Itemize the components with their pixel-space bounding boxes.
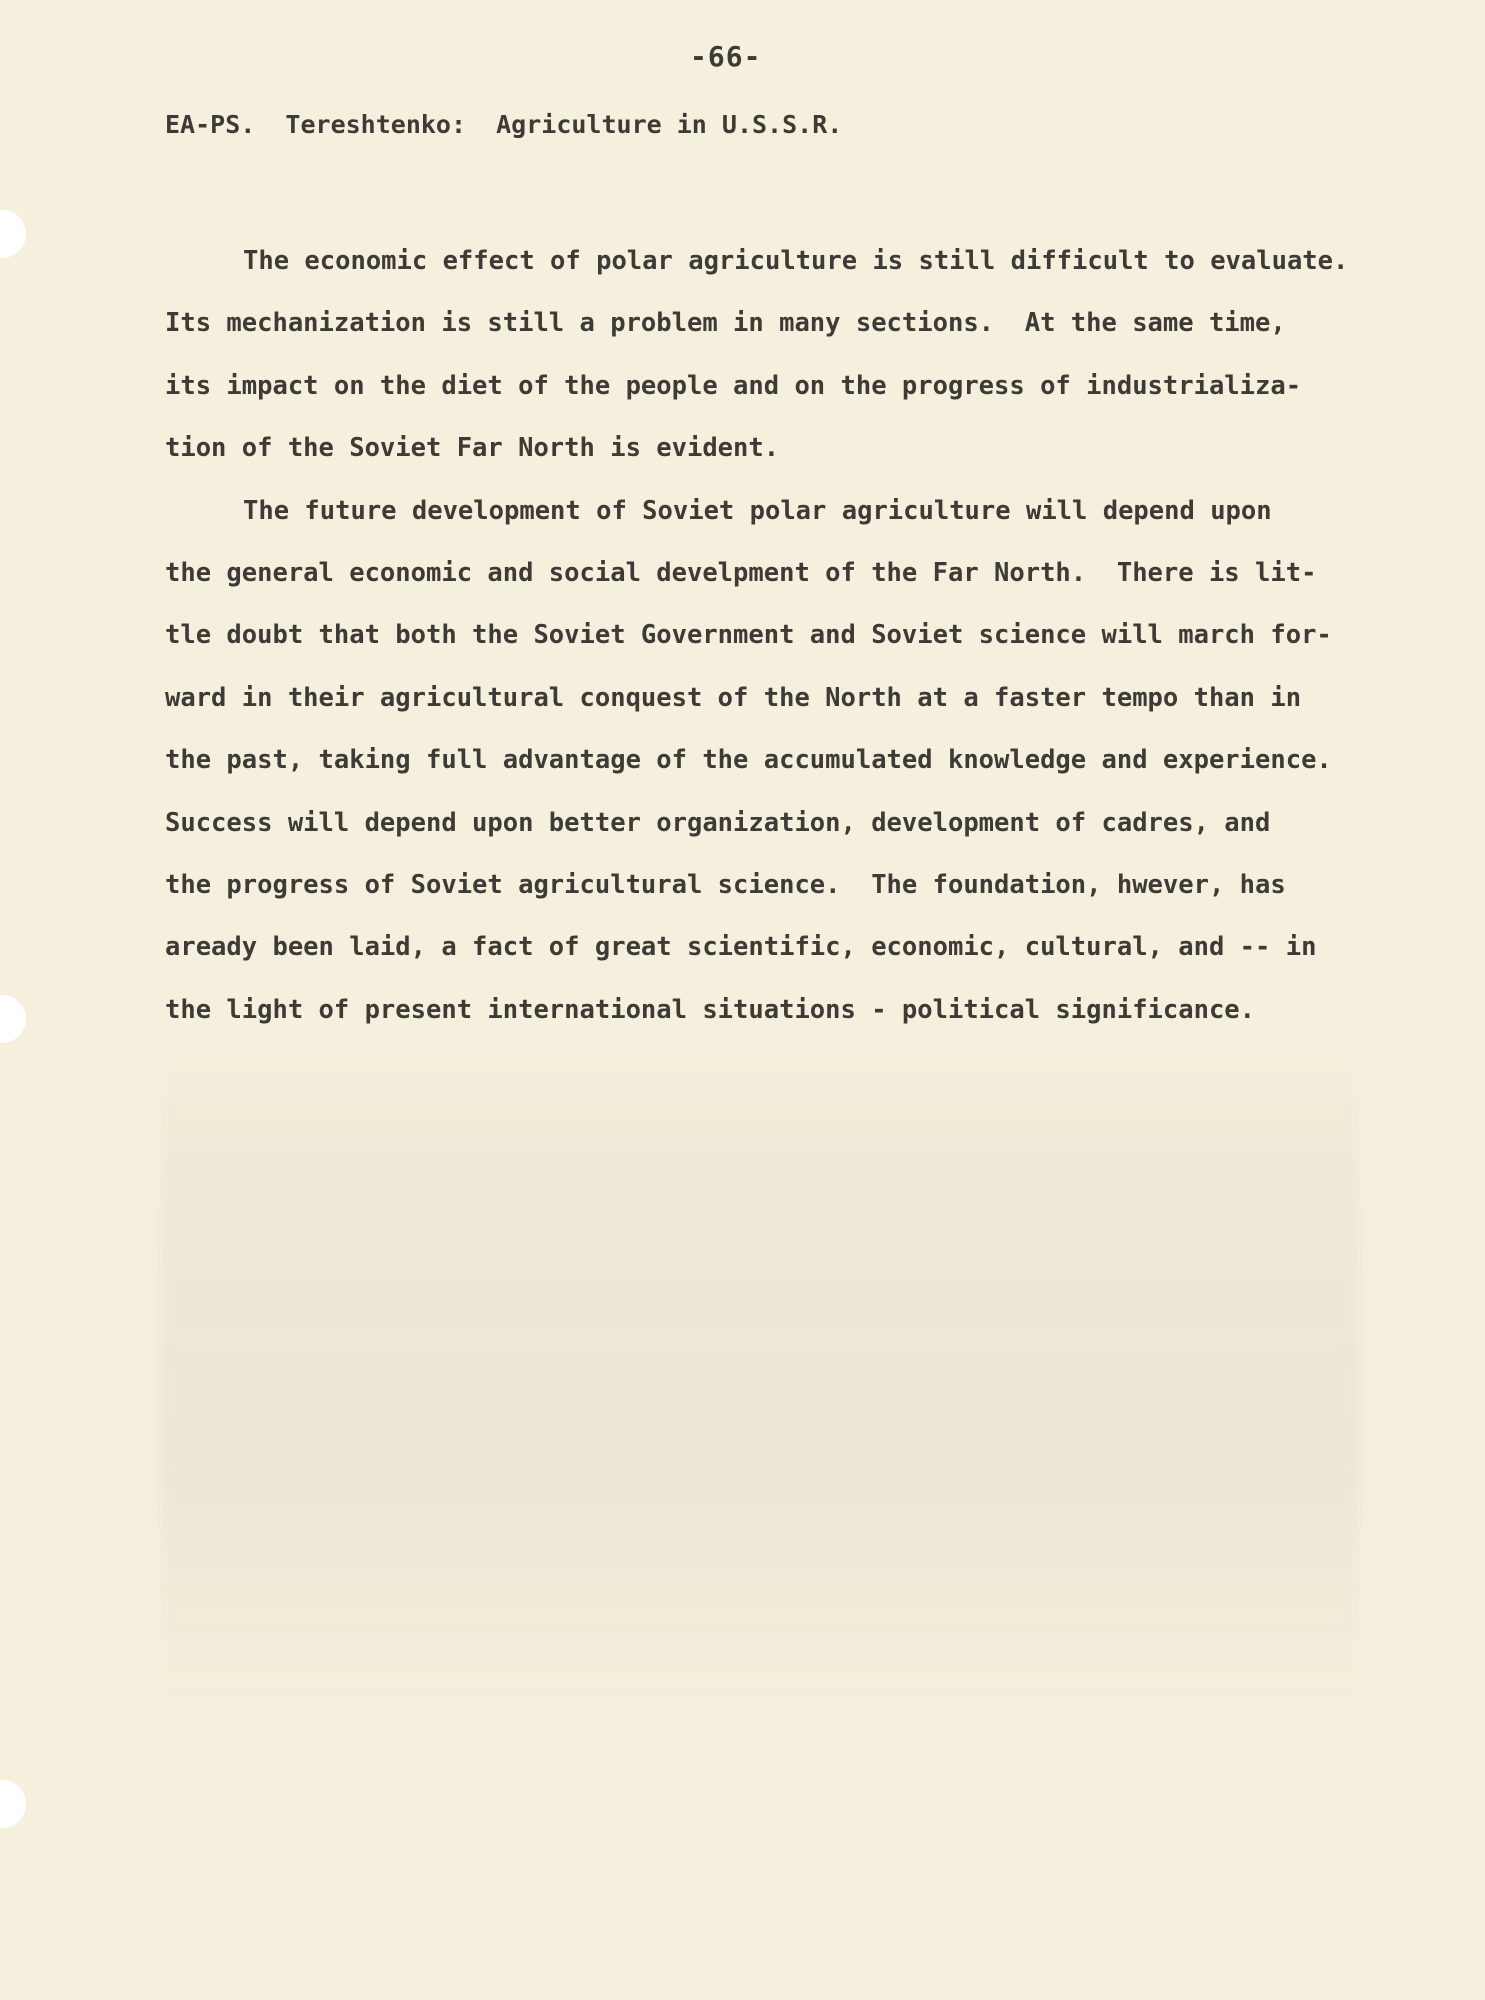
text-line: Its mechanization is still a problem in many sections. At the same time,: [165, 308, 1286, 339]
paragraph-2: [165, 480, 1365, 1042]
text-line: the light of present international situations - political significance.: [165, 994, 1256, 1025]
document-body: [165, 230, 1365, 1041]
text-line: The economic effect of polar agriculture is still difficult to evaluate.: [243, 246, 1349, 276]
text-line: tion of the Soviet Far North is evident.: [165, 433, 780, 464]
text-line: the past, taking full advantage of the accumulated knowledge and experience.: [165, 745, 1332, 776]
text-line: its impact on the diet of the people and on the progress of industrializa-: [165, 370, 1302, 401]
text-line: ward in their agricultural conquest of the North at a faster tempo than in: [165, 682, 1302, 713]
show-through-shadow: [160, 1030, 1360, 1730]
text-line: tle doubt that both the Soviet Government and Soviet science will march for-: [165, 620, 1332, 651]
text-line: the general economic and social develpment of the Far North. There is lit-: [165, 557, 1317, 588]
text-line: the progress of Soviet agricultural science. The foundation, hwever, has: [165, 869, 1286, 900]
punch-hole: [0, 210, 26, 258]
text-line: Success will depend upon better organization, development of cadres, and: [165, 807, 1271, 838]
paragraph-1: [165, 230, 1365, 480]
page-number: -66-: [690, 40, 762, 73]
text-line: aready been laid, a fact of great scientific, economic, cultural, and -- in: [165, 932, 1317, 963]
document-header: EA-PS. Tereshtenko: Agriculture in U.S.S.R.: [165, 110, 843, 139]
punch-hole: [0, 995, 26, 1043]
text-line: The future development of Soviet polar agriculture will depend upon: [243, 495, 1272, 526]
punch-hole: [0, 1780, 26, 1828]
